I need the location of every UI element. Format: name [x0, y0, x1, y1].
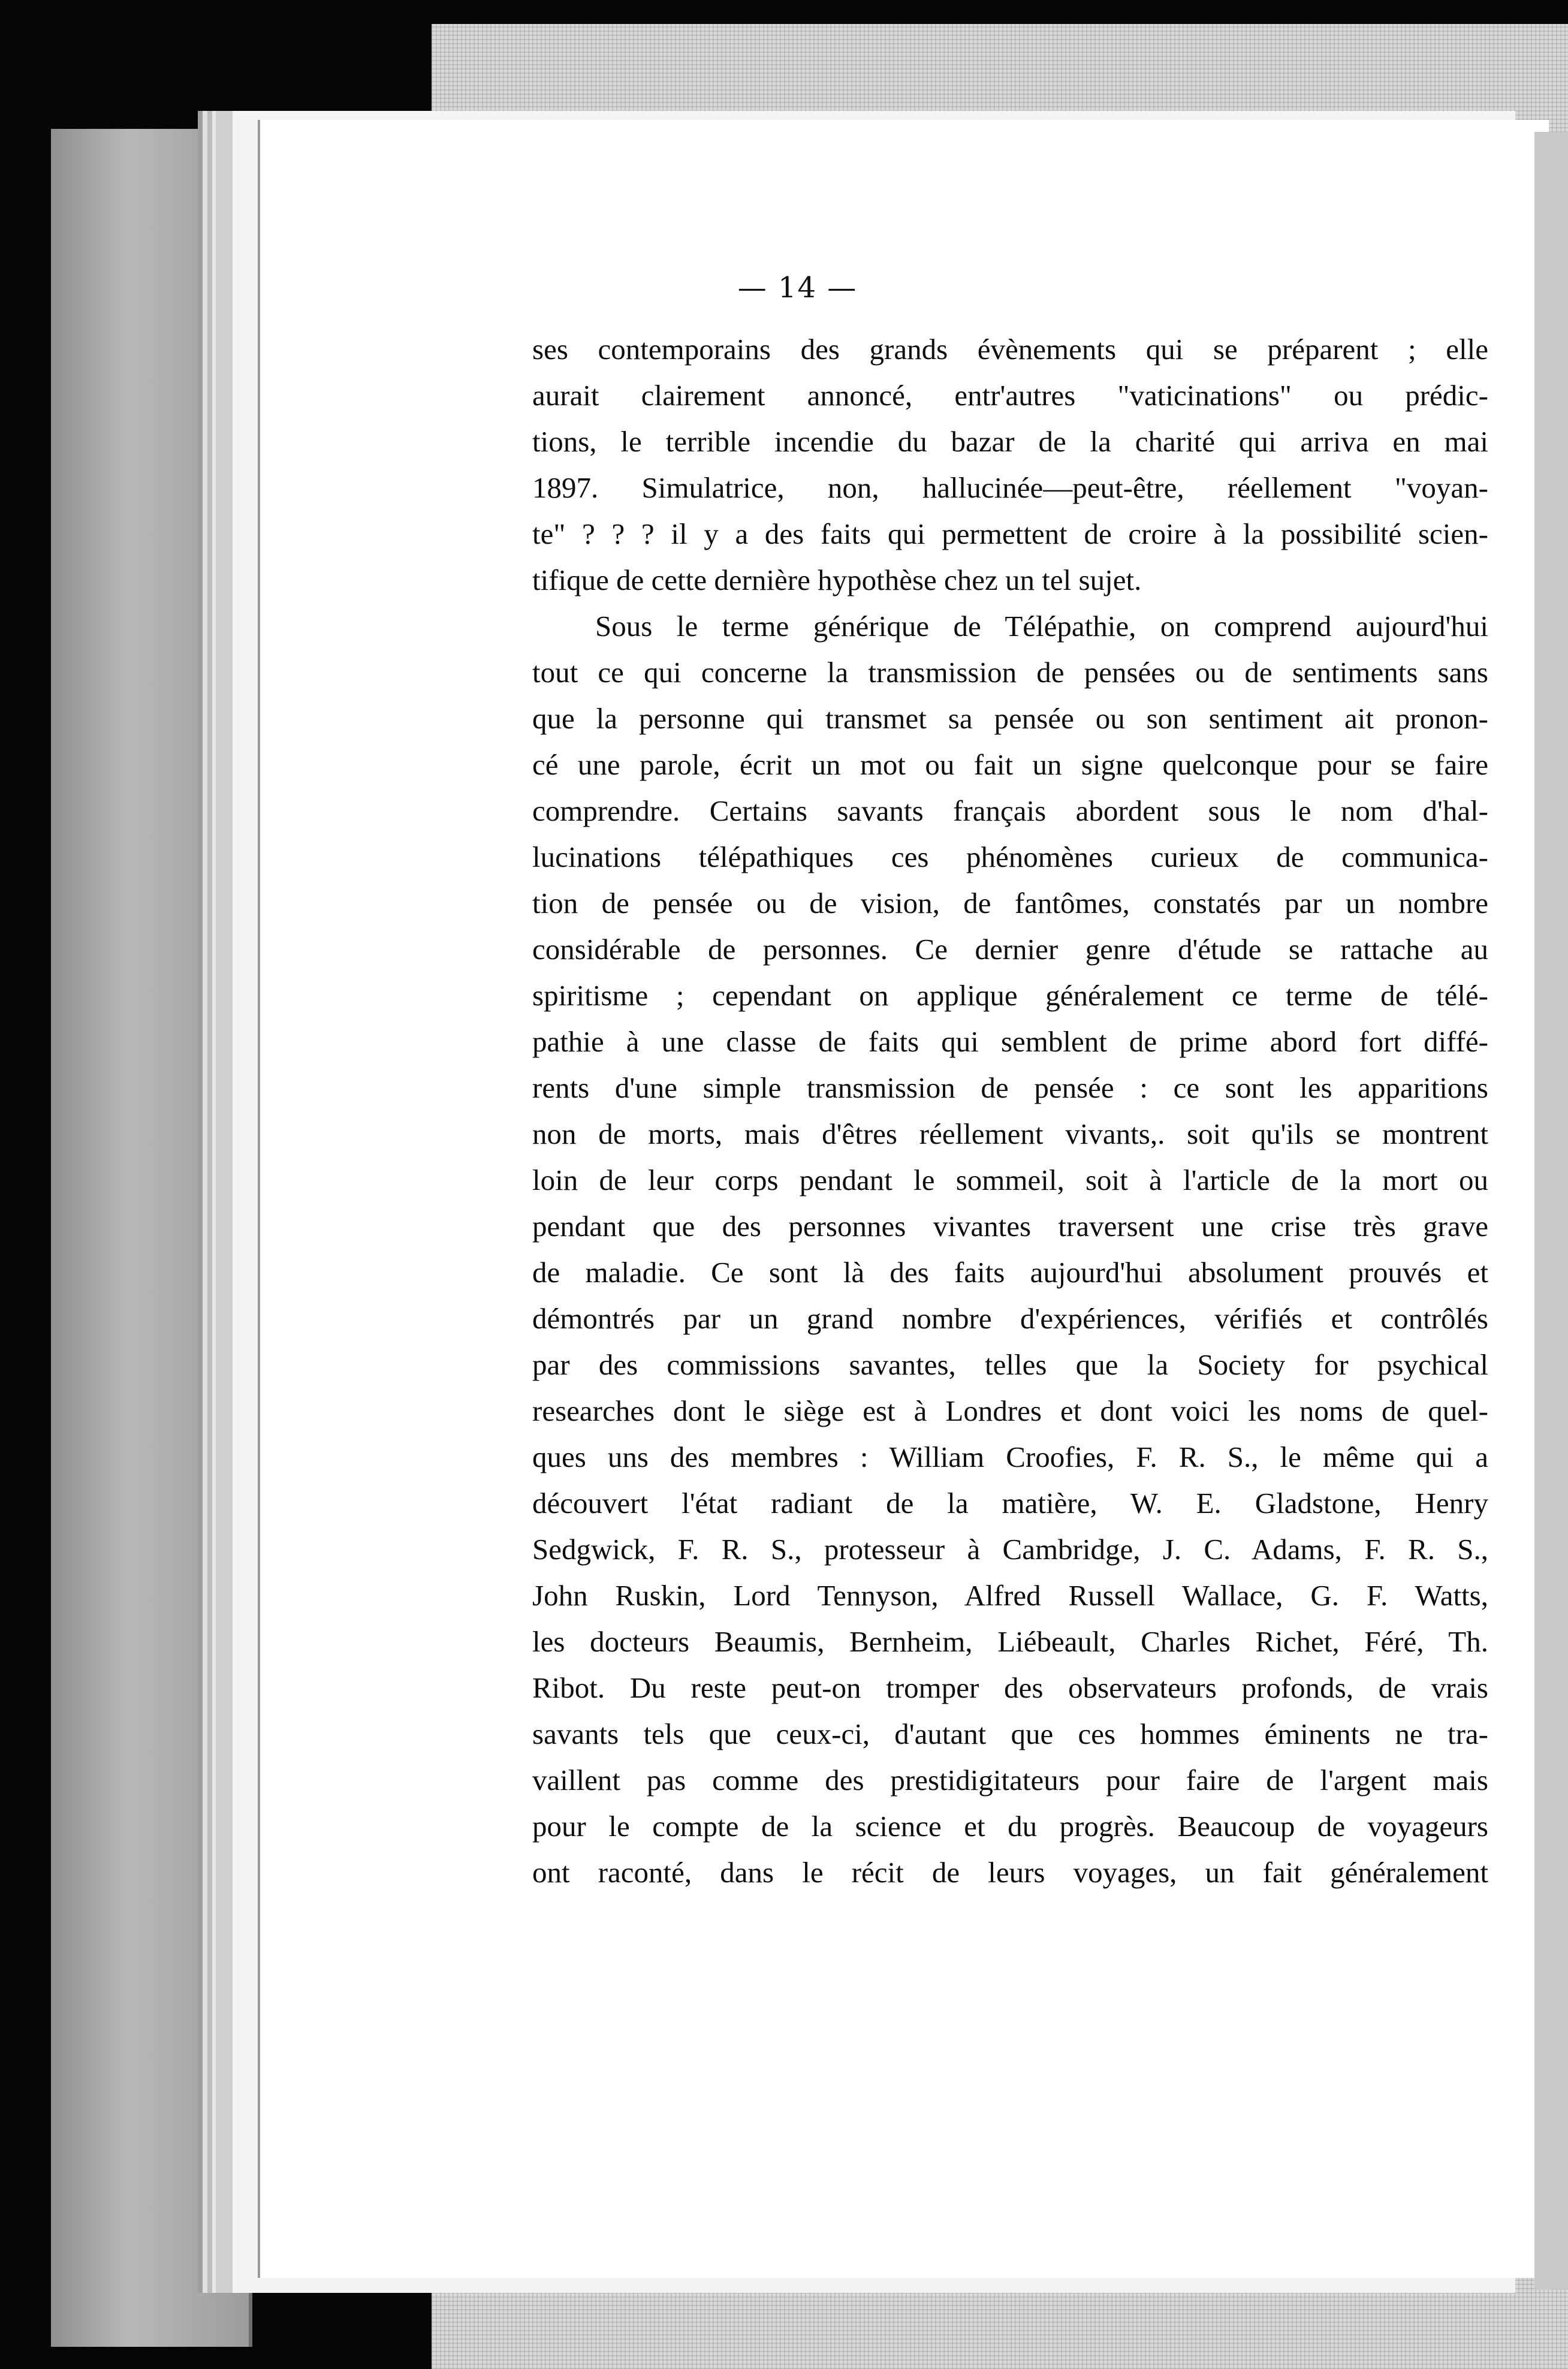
text-line: Ribot. Du reste peut-on tromper des observateurs profonds, de vrais: [532, 1671, 1488, 1704]
text-line: savants tels que ceux-ci, d'autant que ces hommes éminents ne tra-: [532, 1717, 1488, 1750]
text-line: non de morts, mais d'êtres réellement vivants,. soit qu'ils se montrent: [532, 1117, 1488, 1150]
text-line: les docteurs Beaumis, Bernheim, Liébeault, Charles Richet, Féré, Th.: [532, 1625, 1488, 1658]
text-line: John Ruskin, Lord Tennyson, Alfred Russell Wallace, G. F. Watts,: [532, 1579, 1488, 1612]
text-line: te" ? ? ? il y a des faits qui permettent de croire à la possibilité scien-: [532, 517, 1488, 550]
text-line: cé une parole, écrit un mot ou fait un signe quelconque pour se faire: [532, 748, 1488, 781]
text-line: ses contemporains des grands évènements qui se préparent ; elle: [532, 333, 1488, 366]
page-number: — 14 —: [737, 271, 858, 305]
text-line: 1897. Simulatrice, non, hallucinée—peut-être, réellement "voyan-: [532, 471, 1488, 504]
text-line: démontrés par un grand nombre d'expériences, vérifiés et contrôlés: [532, 1302, 1488, 1335]
body-text: [532, 326, 1488, 1895]
text-line: pathie à une classe de faits qui semblent de prime abord fort diffé-: [532, 1025, 1488, 1058]
text-line: spiritisme ; cependant on applique généralement ce terme de télé-: [532, 979, 1488, 1012]
text-line: par des commissions savantes, telles que la Society for psychical: [532, 1348, 1488, 1381]
text-line: tions, le terrible incendie du bazar de la charité qui arriva en mai: [532, 425, 1488, 458]
text-line: pendant que des personnes vivantes traversent une crise très grave: [532, 1210, 1488, 1243]
text-line: aurait clairement annoncé, entr'autres "vaticinations" ou prédic-: [532, 379, 1488, 412]
text-line: tout ce qui concerne la transmission de pensées ou de sentiments sans: [532, 656, 1488, 689]
text-line: comprendre. Certains savants français abordent sous le nom d'hal-: [532, 794, 1488, 827]
text-line: rents d'une simple transmission de pensée : ce sont les apparitions: [532, 1071, 1488, 1104]
text-line: researches dont le siège est à Londres et dont voici les noms de quel-: [532, 1394, 1488, 1427]
paragraph-first-line: Sous le terme générique de Télépathie, on comprend aujourd'hui: [595, 610, 1488, 643]
text-line: tion de pensée ou de vision, de fantômes, constatés par un nombre: [532, 887, 1488, 920]
text-line: vaillent pas comme des prestidigitateurs pour faire de l'argent mais: [532, 1764, 1488, 1797]
text-line: ques uns des membres : William Croofies, F. R. S., le même qui a: [532, 1440, 1488, 1473]
text-line: découvert l'état radiant de la matière, W. E. Gladstone, Henry: [532, 1487, 1488, 1520]
text-line: loin de leur corps pendant le sommeil, soit à l'article de la mort ou: [532, 1164, 1488, 1196]
text-line: considérable de personnes. Ce dernier genre d'étude se rattache au: [532, 933, 1488, 966]
text-line: de maladie. Ce sont là des faits aujourd'hui absolument prouvés et: [532, 1256, 1488, 1289]
page-right-edge: [1534, 132, 1568, 2290]
text-line: tifique de cette dernière hypothèse chez un tel sujet.: [532, 563, 1142, 596]
text-line: lucinations télépathiques ces phénomènes curieux de communica-: [532, 840, 1488, 873]
text-line: pour le compte de la science et du progrès. Beaucoup de voyageurs: [532, 1810, 1488, 1843]
text-line: que la personne qui transmet sa pensée ou son sentiment ait pronon-: [532, 702, 1488, 735]
text-line: Sedgwick, F. R. S., protesseur à Cambridge, J. C. Adams, F. R. S.,: [532, 1533, 1488, 1566]
text-line: ont raconté, dans le récit de leurs voyages, un fait généralement: [532, 1856, 1488, 1889]
